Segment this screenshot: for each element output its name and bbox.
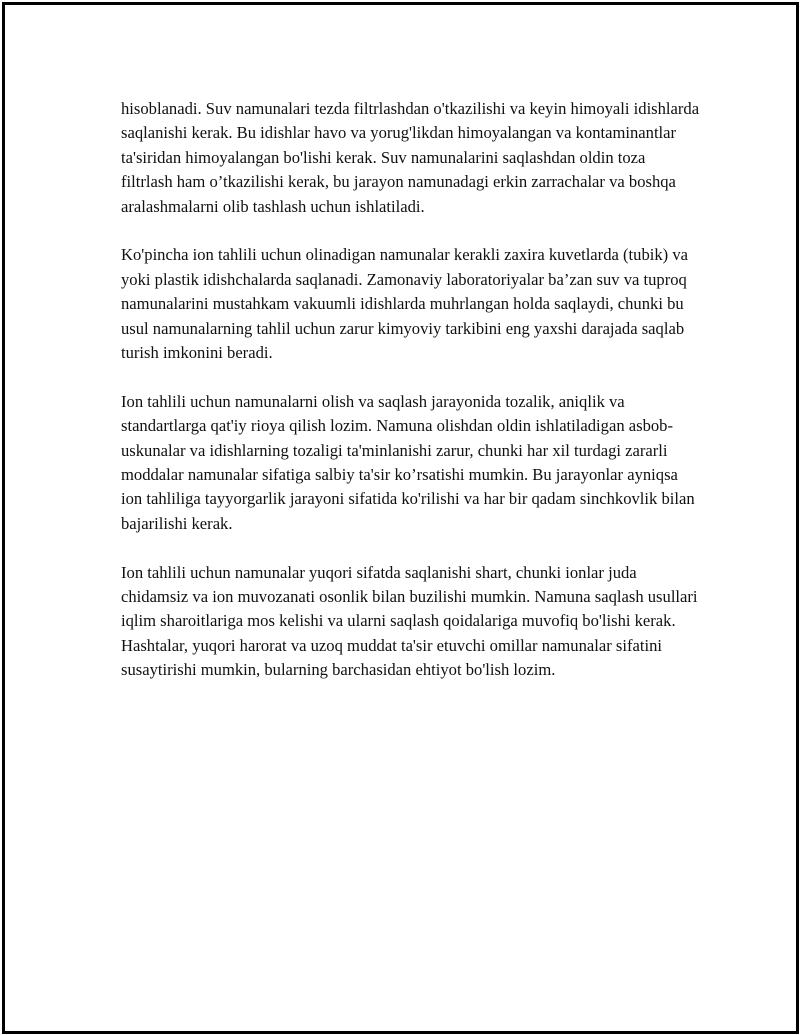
paragraph-3: Ion tahlili uchun namunalarni olish va saqlash jarayonida tozalik, aniqlik va standartlarga qat'iy rioya qilish lozim. Namuna olishdan oldin ishlatiladigan asbob-uskunalar va idishlarning tozaligi ta'minlanishi zarur, chunki har xil turdagi zararli moddalar namunalar sifatiga salbiy ta'sir ko’rsatishi mumkin. Bu jarayonlar ayniqsa ion tahliliga tayyorgarlik jarayoni sifatida ko'rilishi va har bir qadam sinchkovlik bilan bajarilishi kerak. (121, 391, 695, 533)
page-frame (2, 2, 799, 1034)
paragraph-4: Ion tahlili uchun namunalar yuqori sifatda saqlanishi shart, chunki ionlar juda chidamsiz va ion muvozanati osonlik bilan buzilishi mumkin. Namuna saqlash usullari iqlim sharoitlariga mos kelishi va ularni saqlash qoidalariga muvofiq bo'lishi kerak. Hashtalar, yuqori harorat va uzoq muddat ta'sir etuvchi omillar namunalar sifatini susaytirishi mumkin, bularning barchasidan ehtiyot bo'lish lozim. (121, 562, 698, 680)
paragraph-1: hisoblanadi. Suv namunalari tezda filtrlashdan o'tkazilishi va keyin himoyali idishlarda saqlanishi kerak. Bu idishlar havo va yorug'likdan himoyalangan va kontaminantlar ta'siridan himoyalangan bo'lishi kerak. Suv namunalarini saqlashdan oldin toza filtrlash ham o’tkazilishi kerak, bu jarayon namunadagi erkin zarrachalar va boshqa aralashmalarni olib tashlash uchun ishlatiladi. (121, 99, 700, 216)
document-body (121, 97, 701, 707)
paragraph-2: Ko'pincha ion tahlili uchun olinadigan namunalar kerakli zaxira kuvetlarda (tubik) va yoki plastik idishchalarda saqlanadi. Zamonaviy laboratoriyalar ba’zan suv va tuproq namunalarini mustahkam vakuumli idishlarda muhrlangan holda saqlaydi, chunki bu usul namunalarning tahlil uchun zarur kimyoviy tarkibini eng yaxshi darajada saqlab turish imkonini beradi. (121, 245, 688, 363)
